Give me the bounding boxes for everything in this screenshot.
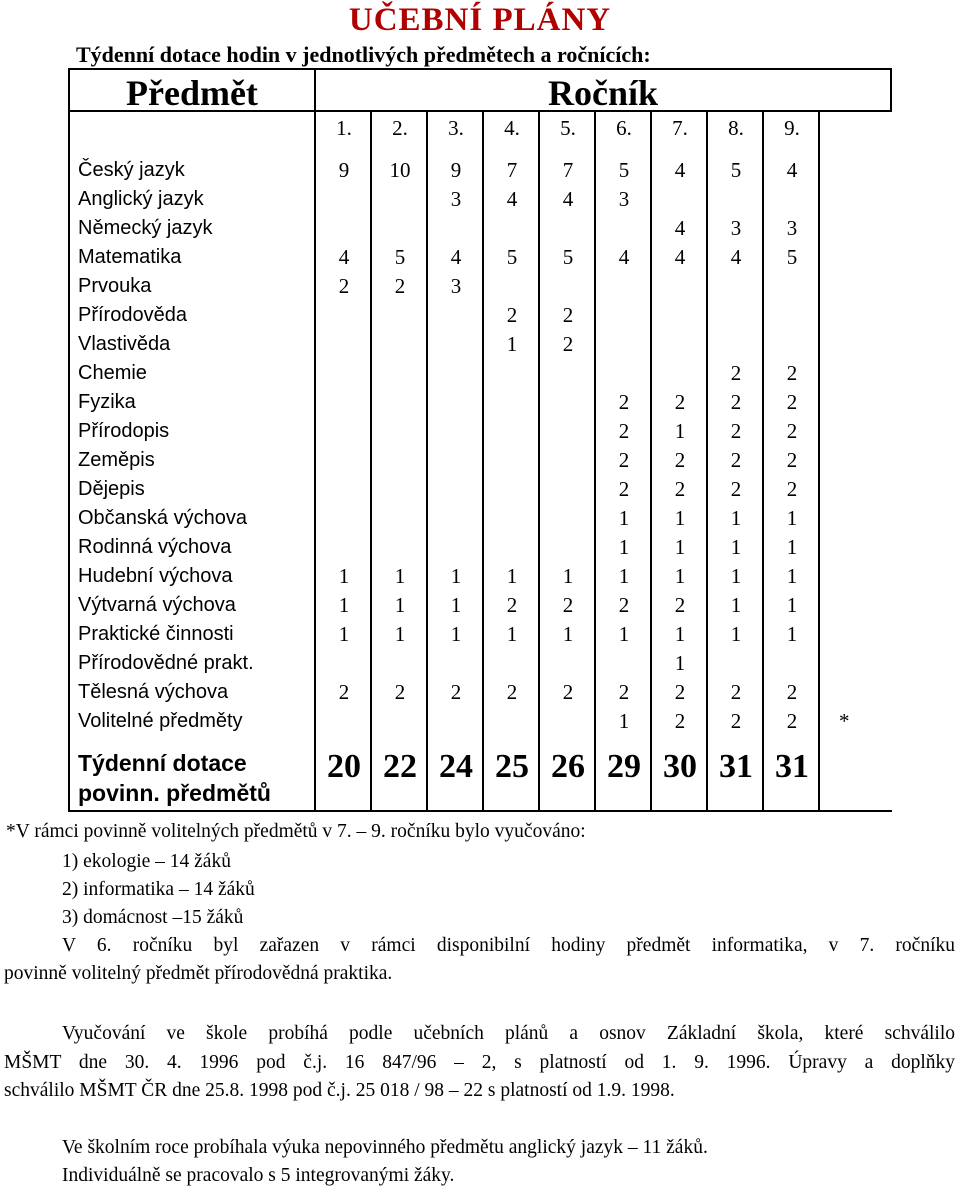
subject-name: Hudební výchova bbox=[78, 565, 233, 587]
hours-cell: 2 bbox=[618, 390, 630, 414]
list-item: 3) domácnost –15 žáků bbox=[62, 907, 244, 928]
hours-cell: 1 bbox=[450, 622, 462, 646]
hours-cell: 2 bbox=[506, 303, 518, 327]
subject-column-header: Předmět bbox=[126, 73, 258, 113]
subject-name: Dějepis bbox=[78, 478, 145, 500]
table-row bbox=[0, 562, 960, 591]
hours-cell: 2 bbox=[674, 680, 686, 704]
year-label: 6. bbox=[616, 116, 632, 140]
hours-cell: 1 bbox=[730, 535, 742, 559]
grade-column-header: Ročník bbox=[548, 73, 659, 113]
hours-cell: 2 bbox=[618, 477, 630, 501]
table-row bbox=[0, 649, 960, 678]
hours-cell: 2 bbox=[562, 303, 574, 327]
hours-cell: 4 bbox=[450, 245, 462, 269]
year-label: 8. bbox=[728, 116, 744, 140]
subject-name: Český jazyk bbox=[78, 159, 185, 181]
year-label: 9. bbox=[784, 116, 800, 140]
hours-cell: 2 bbox=[674, 477, 686, 501]
subject-name: Zeměpis bbox=[78, 449, 155, 471]
hours-cell: 1 bbox=[562, 622, 574, 646]
hours-cell: 9 bbox=[450, 158, 462, 182]
weekly-total-value: 25 bbox=[495, 748, 529, 785]
page-title: UČEBNÍ PLÁNY bbox=[348, 2, 612, 38]
year-label: 7. bbox=[672, 116, 688, 140]
hours-cell: 1 bbox=[562, 564, 574, 588]
hours-cell: 2 bbox=[730, 390, 742, 414]
table-row bbox=[0, 504, 960, 533]
hours-cell: 4 bbox=[674, 245, 686, 269]
subject-name: Anglický jazyk bbox=[78, 188, 204, 210]
weekly-total-value: 20 bbox=[327, 748, 361, 785]
subject-name: Rodinná výchova bbox=[78, 536, 232, 558]
table-row bbox=[0, 388, 960, 417]
hours-cell: 4 bbox=[730, 245, 742, 269]
year-label: 2. bbox=[392, 116, 408, 140]
table-row bbox=[0, 707, 960, 736]
subject-name: Praktické činnosti bbox=[78, 623, 234, 645]
hours-cell: 1 bbox=[618, 622, 630, 646]
table-row bbox=[0, 301, 960, 330]
hours-cell: 2 bbox=[786, 361, 798, 385]
subject-name: Vlastivěda bbox=[78, 333, 171, 355]
hours-cell: 1 bbox=[394, 564, 406, 588]
subject-name: Chemie bbox=[78, 362, 147, 384]
paragraph-line: Individuálně se pracovalo s 5 integrovanými žáky. bbox=[62, 1165, 455, 1186]
hours-cell: 2 bbox=[730, 419, 742, 443]
table-row bbox=[0, 272, 960, 301]
hours-cell: 2 bbox=[730, 477, 742, 501]
table-row bbox=[0, 446, 960, 475]
year-label: 1. bbox=[336, 116, 352, 140]
hours-cell: 1 bbox=[674, 535, 686, 559]
hours-cell: 4 bbox=[786, 158, 798, 182]
table-row bbox=[0, 185, 960, 214]
paragraph-line: MŠMT dne 30. 4. 1996 pod č.j. 16 847/96 – 2, s platností od 1. 9. 1996. Úpravy a doplňky bbox=[4, 1052, 955, 1073]
hours-cell: 2 bbox=[730, 680, 742, 704]
hours-cell: 1 bbox=[338, 622, 350, 646]
hours-cell: 3 bbox=[786, 216, 798, 240]
hours-cell: 1 bbox=[618, 564, 630, 588]
weekly-total-value: 29 bbox=[607, 748, 641, 785]
subject-name: Občanská výchova bbox=[78, 507, 247, 529]
hours-cell: 2 bbox=[338, 680, 350, 704]
footnote-marker: * bbox=[839, 709, 850, 733]
hours-cell: 1 bbox=[730, 622, 742, 646]
hours-cell: 2 bbox=[786, 680, 798, 704]
hours-cell: 2 bbox=[618, 680, 630, 704]
hours-cell: 2 bbox=[786, 419, 798, 443]
hours-cell: 2 bbox=[338, 274, 350, 298]
hours-cell: 1 bbox=[730, 506, 742, 530]
hours-cell: 1 bbox=[730, 564, 742, 588]
hours-cell: 4 bbox=[618, 245, 630, 269]
hours-cell: 5 bbox=[786, 245, 798, 269]
subject-name: Přírodověda bbox=[78, 304, 187, 326]
hours-cell: 2 bbox=[786, 709, 798, 733]
weekly-total-value: 22 bbox=[383, 748, 417, 785]
hours-cell: 2 bbox=[562, 593, 574, 617]
paragraph-line: Ve školním roce probíhala výuka nepovinného předmětu anglický jazyk – 11 žáků. bbox=[62, 1137, 708, 1158]
hours-cell: 5 bbox=[618, 158, 630, 182]
paragraph-line: schválilo MŠMT ČR dne 25.8. 1998 pod č.j. 25 018 / 98 – 22 s platností od 1.9. 1998. bbox=[4, 1080, 675, 1101]
hours-cell: 2 bbox=[506, 680, 518, 704]
hours-cell: 1 bbox=[506, 332, 518, 356]
hours-cell: 1 bbox=[450, 593, 462, 617]
grid-line bbox=[68, 810, 892, 812]
hours-cell: 2 bbox=[674, 593, 686, 617]
hours-cell: 4 bbox=[674, 216, 686, 240]
subject-name: Volitelné předměty bbox=[78, 710, 243, 732]
weekly-total-label bbox=[78, 748, 308, 808]
hours-cell: 2 bbox=[506, 593, 518, 617]
hours-cell: 2 bbox=[562, 332, 574, 356]
weekly-total-value: 30 bbox=[663, 748, 697, 785]
hours-cell: 2 bbox=[394, 680, 406, 704]
table-row bbox=[0, 359, 960, 388]
hours-cell: 1 bbox=[786, 564, 798, 588]
hours-cell: 1 bbox=[786, 506, 798, 530]
hours-cell: 2 bbox=[562, 680, 574, 704]
hours-cell: 3 bbox=[730, 216, 742, 240]
hours-cell: 1 bbox=[506, 564, 518, 588]
paragraph-line: povinně volitelný předmět přírodovědná praktika. bbox=[4, 963, 393, 984]
hours-cell: 4 bbox=[674, 158, 686, 182]
hours-cell: 3 bbox=[618, 187, 630, 211]
grid-line bbox=[68, 68, 892, 70]
hours-cell: 1 bbox=[338, 564, 350, 588]
paragraph-line: V 6. ročníku byl zařazen v rámci disponibilní hodiny předmět informatika, v 7. ročníku bbox=[62, 935, 955, 956]
list-item: 2) informatika – 14 žáků bbox=[62, 879, 255, 900]
hours-cell: 1 bbox=[730, 593, 742, 617]
hours-cell: 1 bbox=[618, 506, 630, 530]
hours-cell: 9 bbox=[338, 158, 350, 182]
hours-cell: 1 bbox=[786, 622, 798, 646]
subject-name: Přírodovědné prakt. bbox=[78, 652, 254, 674]
year-label: 4. bbox=[504, 116, 520, 140]
hours-cell: 1 bbox=[394, 622, 406, 646]
hours-cell: 2 bbox=[786, 477, 798, 501]
hours-cell: 5 bbox=[730, 158, 742, 182]
hours-cell: 2 bbox=[730, 448, 742, 472]
grid-line bbox=[890, 68, 892, 112]
hours-cell: 1 bbox=[618, 535, 630, 559]
table-row bbox=[0, 678, 960, 707]
hours-cell: 10 bbox=[389, 158, 411, 182]
hours-cell: 1 bbox=[394, 593, 406, 617]
table-row bbox=[0, 214, 960, 243]
table-row bbox=[0, 417, 960, 446]
weekly-total-value: 24 bbox=[439, 748, 473, 785]
subject-name: Matematika bbox=[78, 246, 182, 268]
table-row bbox=[0, 591, 960, 620]
subject-name: Prvouka bbox=[78, 275, 152, 297]
year-label: 3. bbox=[448, 116, 464, 140]
hours-cell: 3 bbox=[450, 274, 462, 298]
table-row bbox=[0, 533, 960, 562]
hours-cell: 4 bbox=[562, 187, 574, 211]
hours-cell: 1 bbox=[786, 535, 798, 559]
hours-cell: 5 bbox=[394, 245, 406, 269]
hours-cell: 3 bbox=[450, 187, 462, 211]
hours-cell: 4 bbox=[338, 245, 350, 269]
hours-cell: 1 bbox=[450, 564, 462, 588]
hours-cell: 2 bbox=[786, 448, 798, 472]
subject-name: Výtvarná výchova bbox=[78, 594, 236, 616]
list-item: 1) ekologie – 14 žáků bbox=[62, 851, 231, 872]
hours-cell: 2 bbox=[730, 361, 742, 385]
hours-cell: 5 bbox=[506, 245, 518, 269]
hours-cell: 5 bbox=[562, 245, 574, 269]
paragraph-line: Vyučování ve škole probíhá podle učebních plánů a osnov Základní škola, které schválilo bbox=[62, 1023, 955, 1044]
hours-cell: 4 bbox=[506, 187, 518, 211]
subject-name: Německý jazyk bbox=[78, 217, 213, 239]
hours-cell: 1 bbox=[674, 564, 686, 588]
hours-cell: 1 bbox=[338, 593, 350, 617]
footnote: *V rámci povinně volitelných předmětů v 7. – 9. ročníku bylo vyučováno: bbox=[6, 821, 586, 842]
hours-cell: 2 bbox=[674, 709, 686, 733]
hours-cell: 1 bbox=[618, 709, 630, 733]
table-row bbox=[0, 330, 960, 359]
hours-cell: 2 bbox=[674, 390, 686, 414]
hours-cell: 1 bbox=[786, 593, 798, 617]
weekly-total-label-line: Týdenní dotace bbox=[78, 750, 247, 776]
hours-cell: 2 bbox=[450, 680, 462, 704]
weekly-total-value: 31 bbox=[719, 748, 753, 785]
weekly-total-label-line: povinn. předmětů bbox=[78, 780, 271, 806]
subject-name: Fyzika bbox=[78, 391, 136, 413]
hours-cell: 2 bbox=[730, 709, 742, 733]
hours-cell: 1 bbox=[674, 419, 686, 443]
hours-cell: 1 bbox=[674, 651, 686, 675]
table-row bbox=[0, 475, 960, 504]
table-row bbox=[0, 620, 960, 649]
year-label: 5. bbox=[560, 116, 576, 140]
hours-cell: 2 bbox=[674, 448, 686, 472]
weekly-total-value: 26 bbox=[551, 748, 585, 785]
hours-cell: 1 bbox=[674, 622, 686, 646]
hours-cell: 2 bbox=[786, 390, 798, 414]
hours-cell: 7 bbox=[562, 158, 574, 182]
hours-cell: 2 bbox=[618, 593, 630, 617]
table-row bbox=[0, 243, 960, 272]
subject-name: Tělesná výchova bbox=[78, 681, 229, 703]
subject-name: Přírodopis bbox=[78, 420, 170, 442]
hours-cell: 1 bbox=[506, 622, 518, 646]
hours-cell: 2 bbox=[618, 448, 630, 472]
table-row bbox=[0, 156, 960, 185]
hours-cell: 2 bbox=[618, 419, 630, 443]
weekly-total-value: 31 bbox=[775, 748, 809, 785]
hours-cell: 1 bbox=[674, 506, 686, 530]
table-caption: Týdenní dotace hodin v jednotlivých předmětech a ročnících: bbox=[76, 42, 651, 67]
hours-cell: 2 bbox=[394, 274, 406, 298]
hours-cell: 7 bbox=[506, 158, 518, 182]
